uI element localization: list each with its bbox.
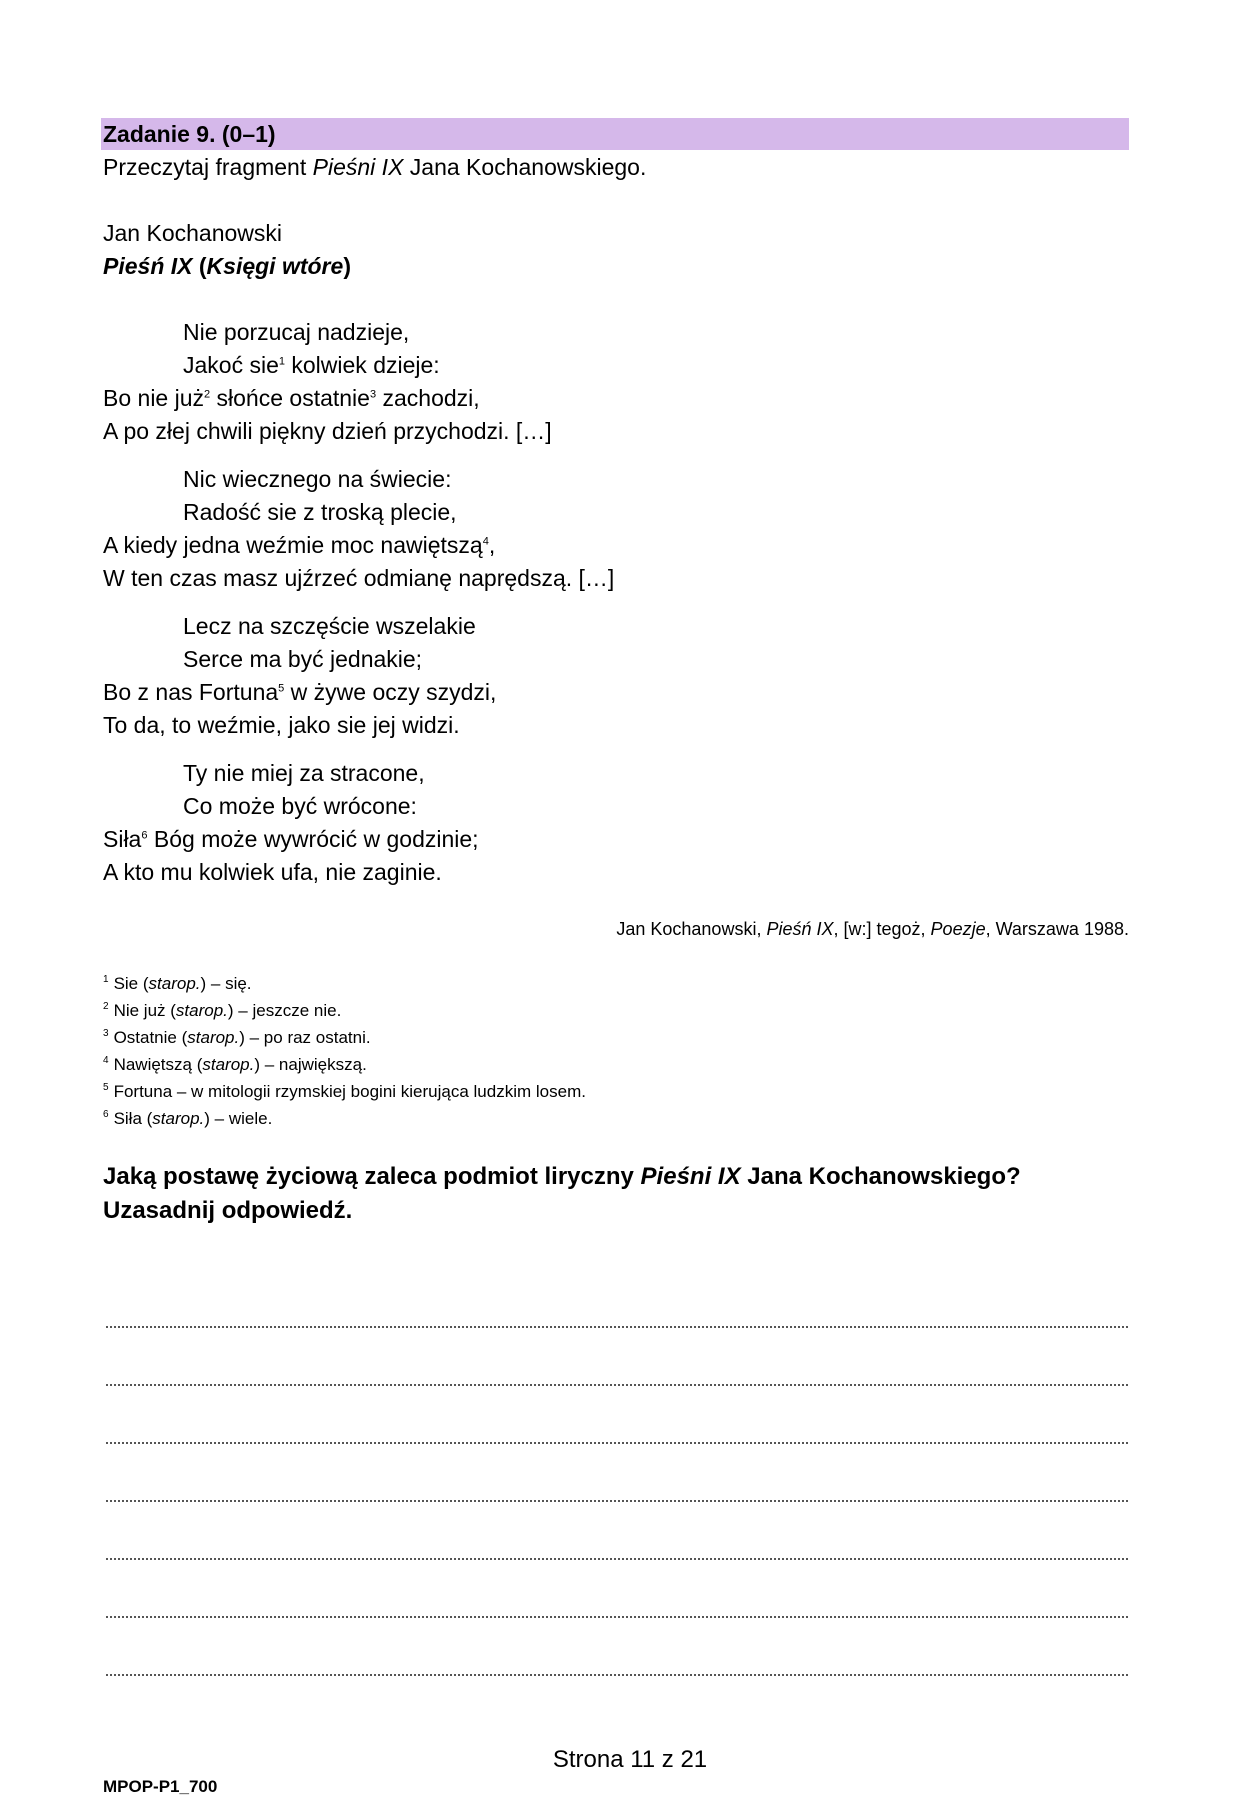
- poem-line: A kto mu kolwiek ufa, nie zaginie.: [103, 859, 442, 885]
- footnotes: [103, 970, 586, 1132]
- footnote: $^5$ Fortuna – w mitologii rzymskiej bogini kierująca ludzkim losem.: [103, 1082, 586, 1101]
- source-citation: Jan Kochanowski, Pieśń IX, [w:] tegoż, Poezje, Warszawa 1988.: [616, 919, 1129, 939]
- answer-line[interactable]: [106, 1560, 1128, 1618]
- poem-line: A kiedy jedna weźmie moc nawiętszą$^4$,: [103, 532, 496, 558]
- poem-line: Serce ma być jednakie;: [183, 646, 423, 672]
- poem-line: Lecz na szczęście wszelakie: [183, 613, 476, 639]
- stanza-1: [103, 316, 1103, 448]
- page-number: Strona 11 z 21: [552, 1746, 708, 1773]
- answer-area[interactable]: [106, 1270, 1128, 1676]
- poem-line: To da, to weźmie, jako sie jej widzi.: [103, 712, 460, 738]
- footnote-ref: 5: [278, 682, 285, 695]
- footnote: $^2$ Nie już (starop.) – jeszcze nie.: [103, 1001, 342, 1020]
- poem-line: Bo nie już$^2$ słońce ostatnie$^3$ zachodzi,: [103, 385, 480, 411]
- poem-author: Jan Kochanowski: [103, 220, 282, 246]
- poem-line: Nic wiecznego na świecie:: [183, 466, 452, 492]
- footnote-ref: 2: [204, 388, 211, 401]
- poem-line: Ty nie miej za stracone,: [183, 760, 425, 786]
- poem-line: Co może być wrócone:: [183, 793, 417, 819]
- answer-line[interactable]: [106, 1328, 1128, 1386]
- footnote: $^4$ Nawiętszą (starop.) – największą.: [103, 1055, 367, 1074]
- poem: [103, 316, 1103, 904]
- answer-line[interactable]: [106, 1502, 1128, 1560]
- answer-line[interactable]: [106, 1618, 1128, 1676]
- footnote: $^6$ Siła (starop.) – wiele.: [103, 1109, 273, 1128]
- stanza-3: [103, 610, 1103, 742]
- poem-line: Jakoć sie$^1$ kolwiek dzieje:: [183, 352, 440, 378]
- footnote-ref: 1: [278, 355, 285, 368]
- exam-code: MPOP-P1_700: [103, 1777, 218, 1796]
- poem-line: Radość sie z troską plecie,: [183, 499, 457, 525]
- poem-title: Pieśń IX (Księgi wtóre): [103, 253, 351, 279]
- poem-line: A po złej chwili piękny dzień przychodzi. […]: [103, 418, 552, 444]
- poem-line: W ten czas masz ujźrzeć odmianę naprędszą. […]: [103, 565, 615, 591]
- footnote: $^3$ Ostatnie (starop.) – po raz ostatni.: [103, 1028, 371, 1047]
- poem-line: Nie porzucaj nadzieje,: [183, 319, 410, 345]
- answer-line[interactable]: [106, 1270, 1128, 1328]
- footnote-ref: 3: [369, 388, 377, 401]
- poem-line: Bo z nas Fortuna$^5$ w żywe oczy szydzi,: [103, 679, 497, 705]
- footnote: $^1$ Sie (starop.) – się.: [103, 974, 252, 993]
- answer-line[interactable]: [106, 1444, 1128, 1502]
- task-header: Zadanie 9. (0–1): [101, 118, 1129, 150]
- stanza-4: [103, 757, 1103, 889]
- answer-line[interactable]: [106, 1386, 1128, 1444]
- footnote-ref: 4: [482, 535, 489, 548]
- stanza-2: [103, 463, 1103, 595]
- question-prompt: Jaką postawę życiową zaleca podmiot liryczny Pieśni IX Jana Kochanowskiego? Uzasadnij odpowiedź.: [103, 1163, 1021, 1224]
- footnote-ref: 6: [141, 829, 148, 842]
- poem-line: Siła$^6$ Bóg może wywrócić w godzinie;: [103, 826, 479, 852]
- instruction: Przeczytaj fragment Pieśni IX Jana Kochanowskiego.: [103, 154, 647, 180]
